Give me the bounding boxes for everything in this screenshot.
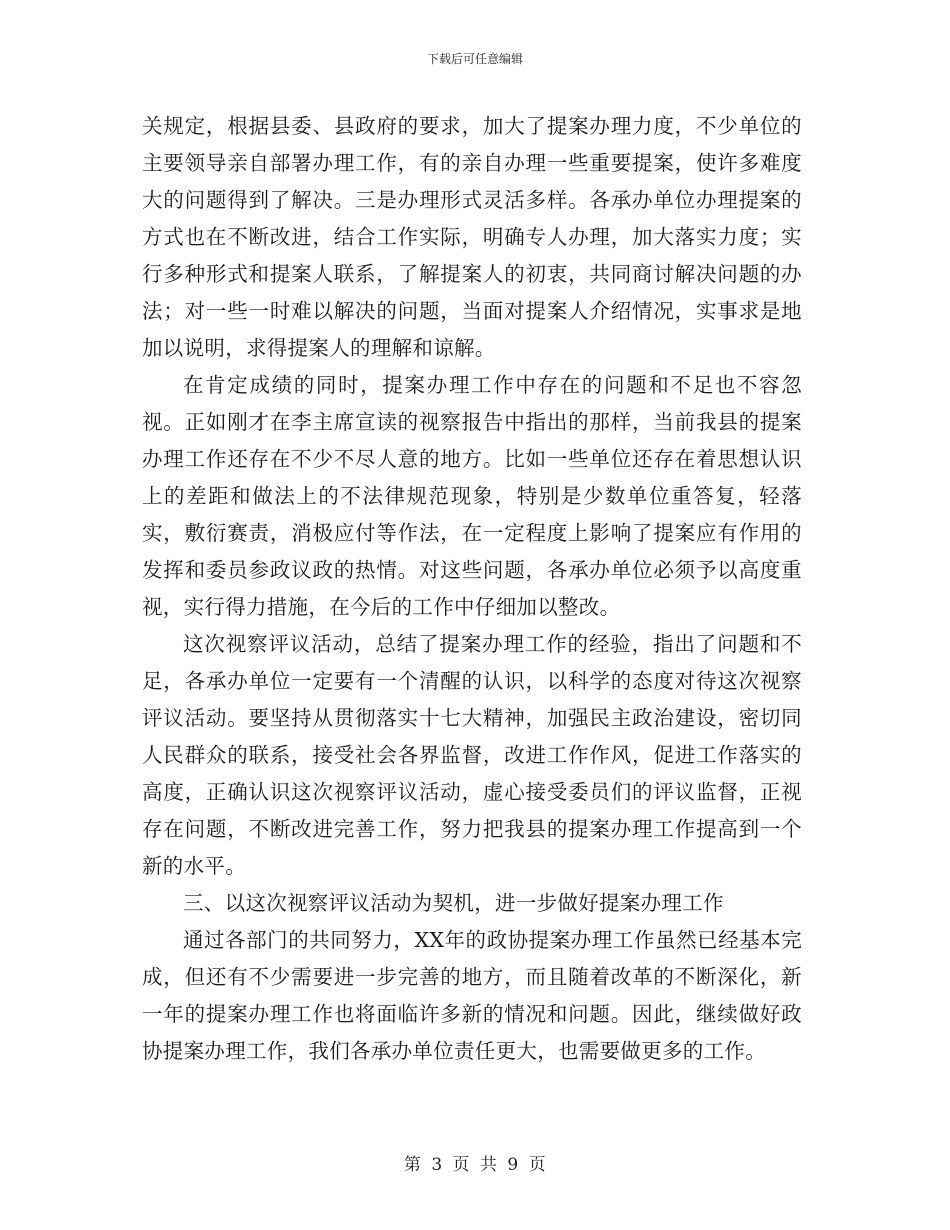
paragraph-next-steps: 通过各部门的共同努力，XX年的政协提案办理工作虽然已经基本完成，但还有不少需要进一步完善的地方，而且随着改革的不断深化，新一年的提案办理工作也将面临许多新的情况和问题。因此，继续做好政协提案办理工作，我们各承办单位责任更大，也需要做更多的工作。 — [142, 928, 802, 1063]
section-heading: 三、以这次视察评议活动为契机，进一步做好提案办理工作 — [183, 891, 724, 915]
paragraph-evaluation: 这次视察评议活动，总结了提案办理工作的经验，指出了问题和不足，各承办单位一定要有一个清醒的认识，以科学的态度对待这次视察评议活动。要坚持从贯彻落实十七大精神，加强民主政治建设，密切同人民群众的联系，接受社会各界监督，改进工作作风，促进工作落实的高度，正确认识这次视察评议活动，虚心接受委员们的评议监督，正视存在问题，不断改进完善工作，努力把我县的提案办理工作提高到一个新的水平。 — [142, 632, 802, 878]
document-body — [142, 108, 802, 1070]
page-header-note: 下载后可任意编辑 — [426, 52, 523, 66]
paragraph-continuation: 关规定，根据县委、县政府的要求，加大了提案办理力度，不少单位的主要领导亲自部署办理工作，有的亲自办理一些重要提案，使许多难度大的问题得到了解决。三是办理形式灵活多样。各承办单位办理提案的方式也在不断改进，结合工作实际，明确专人办理，加大落实力度；实行多种形式和提案人联系，了解提案人的初衷，共同商讨解决问题的办法；对一些一时难以解决的问题，当面对提案人介绍情况，实事求是地加以说明，求得提案人的理解和谅解。 — [142, 114, 802, 360]
footer-suffix: 页 — [528, 1155, 547, 1175]
paragraph-problems: 在肯定成绩的同时，提案办理工作中存在的问题和不足也不容忽视。正如刚才在李主席宣读的视察报告中指出的那样，当前我县的提案办理工作还存在不少不尽人意的地方。比如一些单位还存在着思想认识上的差距和做法上的不法律规范现象，特别是少数单位重答复，轻落实，敷衍赛责，消极应付等作法，在一定程度上影响了提案应有作用的发挥和委员参政议政的热情。对这些问题，各承办单位必须予以高度重视，实行得力措施，在今后的工作中仔细加以整改。 — [142, 373, 802, 619]
footer-total-pages: 9 — [507, 1155, 519, 1175]
page-footer — [0, 1154, 950, 1176]
footer-total-word: 共 — [479, 1155, 498, 1175]
footer-page-word: 页 — [452, 1155, 471, 1175]
footer-prefix: 第 — [403, 1155, 422, 1175]
footer-current-page: 3 — [431, 1155, 443, 1175]
